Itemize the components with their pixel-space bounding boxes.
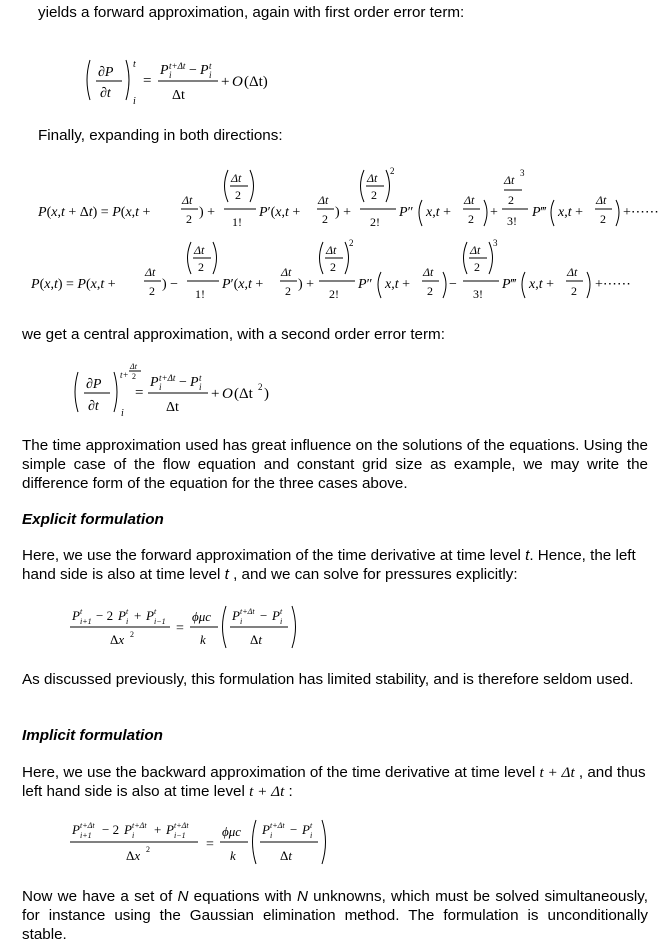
svg-text:∂t: ∂t (88, 399, 99, 414)
svg-text:P(x,t) = P(x,t +: P(x,t) = P(x,t + (31, 277, 116, 292)
svg-text:): ) (264, 386, 269, 402)
svg-text:P(x,t + Δt) = P(x,t +: P(x,t + Δt) = P(x,t + (38, 205, 151, 220)
svg-text:x,t +: x,t + (426, 205, 452, 220)
svg-text:t: t (199, 373, 202, 383)
svg-text:i: i (132, 831, 135, 840)
svg-text:2: 2 (330, 260, 336, 274)
svg-text:2: 2 (132, 372, 136, 381)
svg-text:2: 2 (322, 212, 328, 226)
svg-text:Δt: Δt (194, 243, 205, 257)
svg-text:i+1: i+1 (80, 831, 92, 840)
svg-text:∂P: ∂P (86, 377, 102, 392)
svg-text:2: 2 (146, 845, 150, 854)
paragraph-central-approx: we get a central approximation, with a second order error term: (22, 326, 445, 343)
svg-text:P: P (72, 822, 80, 837)
svg-text:Δx: Δx (110, 632, 125, 647)
svg-text:∂P: ∂P (98, 65, 114, 80)
svg-text:− 2: − 2 (96, 608, 114, 623)
svg-text:Δt: Δt (231, 171, 242, 185)
svg-text:x,t +: x,t + (385, 277, 411, 292)
svg-text:Δt: Δt (172, 88, 185, 103)
svg-text:) +: ) + (335, 205, 352, 220)
svg-text:t+Δt: t+Δt (174, 821, 189, 830)
svg-text:P″: P″ (358, 277, 373, 292)
svg-text:2!: 2! (370, 215, 380, 229)
svg-text:i: i (121, 408, 124, 418)
svg-text:t: t (154, 607, 157, 616)
svg-text:2: 2 (285, 284, 291, 298)
svg-text:P: P (118, 608, 126, 623)
svg-text:) +: ) + (298, 277, 315, 292)
svg-text:t+: t+ (120, 370, 129, 380)
svg-text:t+Δt: t+Δt (132, 821, 147, 830)
svg-text:Δt: Δt (423, 265, 434, 279)
svg-text:ϕμc: ϕμc (222, 824, 242, 839)
svg-text:Δt: Δt (504, 173, 515, 187)
svg-text:2: 2 (130, 630, 134, 639)
svg-text:) +: ) + (199, 205, 216, 220)
svg-text:3: 3 (493, 238, 498, 248)
svg-text:t+Δt: t+Δt (169, 61, 186, 71)
svg-text:t: t (310, 821, 313, 830)
svg-text:2: 2 (427, 284, 433, 298)
svg-text:t+Δt: t+Δt (159, 373, 176, 383)
svg-text:3!: 3! (473, 287, 483, 301)
svg-text:t+Δt: t+Δt (240, 607, 255, 616)
svg-text:Δt: Δt (145, 265, 156, 279)
svg-text:P: P (160, 63, 169, 78)
svg-text:i: i (199, 382, 202, 392)
svg-text:Δt: Δt (281, 265, 292, 279)
svg-text:+: + (221, 74, 230, 90)
paragraph-explicit-description: Here, we use the forward approximation of the time derivative at time level t. Hence, the left hand side is also at time level t , and we can solve for pressures explicitly: (22, 547, 636, 583)
svg-text:P: P (232, 608, 240, 623)
svg-text:2: 2 (474, 260, 480, 274)
svg-text:i: i (240, 617, 243, 626)
svg-text:2: 2 (600, 212, 606, 226)
svg-text:2: 2 (571, 284, 577, 298)
svg-text:P: P (124, 822, 132, 837)
svg-text:−: − (449, 277, 457, 292)
svg-text:t: t (80, 607, 83, 616)
svg-text:(Δt): (Δt) (244, 74, 268, 90)
svg-text:k: k (230, 848, 236, 863)
svg-text:Δt: Δt (596, 193, 607, 207)
svg-text:x,t +: x,t + (529, 277, 555, 292)
svg-text:2: 2 (349, 238, 354, 248)
paragraph-explicit-stability: As discussed previously, this formulation has limited stability, and is therefore seldom used. (22, 671, 634, 688)
svg-text:k: k (200, 632, 206, 647)
svg-text:P: P (200, 63, 209, 78)
svg-text:Δt: Δt (130, 362, 137, 371)
svg-text:2: 2 (235, 188, 241, 202)
svg-text:P: P (146, 608, 154, 623)
svg-text:t: t (280, 607, 283, 616)
svg-text:i: i (126, 617, 129, 626)
equation-taylor-backward (31, 236, 651, 306)
equation-central-approximation (72, 360, 292, 418)
svg-text:Δt: Δt (182, 193, 193, 207)
svg-text:Δt: Δt (166, 400, 179, 415)
paragraph-implicit-description: Here, we use the backward approximation of the time derivative at time level t + Δt , and thus left hand side is also at time level t + Δt : (22, 764, 646, 800)
svg-text:t: t (126, 607, 129, 616)
svg-text:t: t (209, 61, 212, 71)
svg-text:∂t: ∂t (100, 86, 111, 101)
svg-text:3!: 3! (507, 214, 517, 228)
svg-text:−: − (189, 63, 197, 78)
svg-text:2: 2 (258, 382, 263, 392)
svg-text:t: t (133, 59, 136, 70)
svg-text:P: P (262, 822, 270, 837)
svg-text:=: = (135, 385, 144, 401)
svg-text:P′(x,t +: P′(x,t + (222, 277, 264, 292)
svg-text:ϕμc: ϕμc (192, 609, 212, 624)
svg-text:i: i (270, 831, 273, 840)
svg-text:P: P (150, 375, 159, 390)
svg-text:2: 2 (508, 193, 514, 207)
svg-text:2: 2 (149, 284, 155, 298)
svg-text:=: = (206, 837, 214, 852)
svg-text:+⋯⋯: +⋯⋯ (595, 277, 631, 292)
svg-text:+: + (154, 822, 162, 837)
svg-text:P‴: P‴ (502, 277, 517, 292)
svg-text:i: i (280, 617, 283, 626)
svg-text:P: P (302, 822, 310, 837)
svg-text:2: 2 (198, 260, 204, 274)
svg-text:− 2: − 2 (102, 822, 120, 837)
svg-text:Δt: Δt (250, 632, 262, 647)
svg-text:−: − (179, 375, 187, 390)
svg-text:i: i (159, 382, 162, 392)
svg-text:2!: 2! (329, 287, 339, 301)
paragraph-implicit-system: Now we have a set of N equations with N unknowns, which must be solved simultaneously, for instance using the Gaussian elimination method. The formulation is unconditionally stable. (22, 888, 648, 943)
svg-text:t+Δt: t+Δt (270, 821, 285, 830)
heading-explicit-formulation: Explicit formulation (22, 511, 164, 528)
svg-text:O: O (232, 74, 243, 90)
paragraph-time-approximation: The time approximation used has great influence on the solutions of the equations. Using the simple case of the flow equation and constant grid size as example, we may write the difference form of the equation for the three cases above. (22, 437, 648, 492)
svg-text:O: O (222, 386, 233, 402)
svg-text:Δx: Δx (126, 848, 141, 863)
svg-text:P′(x,t +: P′(x,t + (259, 205, 301, 220)
svg-text:−: − (260, 608, 268, 623)
svg-text:+: + (134, 608, 142, 623)
svg-text:Δt: Δt (367, 171, 378, 185)
svg-text:i−1: i−1 (154, 617, 166, 626)
svg-text:x,t +: x,t + (558, 205, 584, 220)
svg-text:+⋯⋯: +⋯⋯ (623, 205, 659, 220)
svg-text:2: 2 (390, 166, 395, 176)
svg-text:i: i (209, 70, 212, 80)
equation-taylor-forward (38, 164, 666, 234)
svg-text:1!: 1! (232, 215, 242, 229)
svg-text:Δt: Δt (280, 848, 292, 863)
svg-text:Δt: Δt (318, 193, 329, 207)
svg-text:P: P (166, 822, 174, 837)
svg-text:P: P (190, 375, 199, 390)
svg-text:P‴: P‴ (532, 205, 547, 220)
svg-text:P: P (72, 608, 80, 623)
svg-text:t+Δt: t+Δt (80, 821, 95, 830)
svg-text:3: 3 (520, 168, 525, 178)
svg-text:i−1: i−1 (174, 831, 186, 840)
svg-text:+: + (490, 205, 498, 220)
svg-text:) −: ) − (162, 277, 179, 292)
svg-text:i: i (169, 70, 172, 80)
svg-text:Δt: Δt (470, 243, 481, 257)
svg-text:P: P (272, 608, 280, 623)
svg-text:Δt: Δt (326, 243, 337, 257)
equation-forward-approximation (84, 56, 284, 108)
svg-text:2: 2 (468, 212, 474, 226)
equation-implicit-formulation (70, 818, 350, 868)
svg-text:i+1: i+1 (80, 617, 92, 626)
svg-text:=: = (176, 621, 184, 636)
paragraph-both-directions: Finally, expanding in both directions: (38, 127, 283, 144)
svg-text:(Δt: (Δt (234, 386, 253, 402)
svg-text:2: 2 (371, 188, 377, 202)
svg-text:2: 2 (186, 212, 192, 226)
paragraph-forward-approx: yields a forward approximation, again with first order error term: (38, 4, 465, 21)
svg-text:i: i (310, 831, 313, 840)
svg-text:Δt: Δt (567, 265, 578, 279)
svg-text:Δt: Δt (464, 193, 475, 207)
heading-implicit-formulation: Implicit formulation (22, 727, 163, 744)
svg-text:P″: P″ (399, 205, 414, 220)
svg-text:=: = (143, 73, 152, 89)
svg-text:i: i (133, 96, 136, 107)
equation-explicit-formulation (70, 604, 310, 652)
svg-text:1!: 1! (195, 287, 205, 301)
svg-text:+: + (211, 386, 220, 402)
svg-text:−: − (290, 822, 298, 837)
